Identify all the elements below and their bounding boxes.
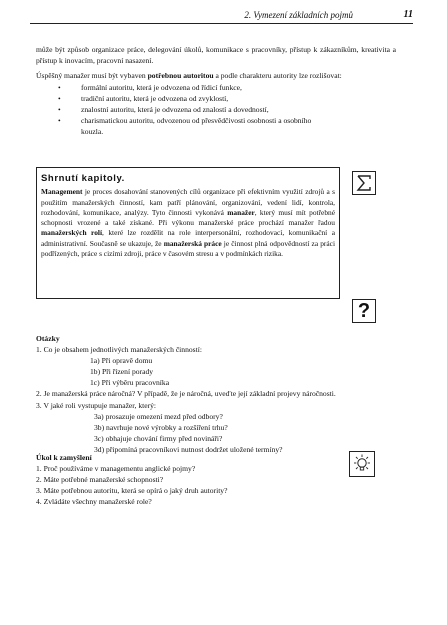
summary-s6: , které lze rozdělit na role interpersonální, rozhodovací, komunikační a administrativní. Současně se ukazuje, že bbox=[41, 228, 335, 248]
summary-s5: manažerských rolí bbox=[41, 228, 102, 238]
question-1c: 1c) Při výběru pracovníka bbox=[90, 378, 170, 388]
authority-paragraph bbox=[36, 70, 396, 81]
questions-title: Otázky bbox=[36, 334, 60, 343]
list-item: 4. Zvládáte všechny manažerské role? bbox=[36, 497, 152, 507]
authority-section bbox=[36, 70, 396, 138]
question-3: 3. V jaké roli vystupuje manažer, který: bbox=[36, 400, 157, 410]
intro-text: může být způsob organizace práce, delegování úkolů, komunikace s pracovníky, přístup k zákazníkům, kreativita a přístup k inovacím, pracovní nasazení. bbox=[36, 45, 396, 66]
questions-section bbox=[36, 333, 336, 455]
list-item: • tradiční autoritu, která je odvozena od zvyklostí, bbox=[36, 93, 396, 104]
sigma-icon bbox=[352, 171, 376, 195]
summary-title: Shrnutí kapitoly. bbox=[41, 173, 125, 184]
question-mark-icon: ? bbox=[352, 299, 376, 323]
list-item: • znalostní autoritu, která je odvozena od znalostí a dovedností, bbox=[36, 104, 396, 115]
summary-s3: manažer bbox=[227, 207, 255, 217]
authority-list bbox=[36, 82, 396, 137]
list-item: • charismatickou autoritu, odvozenou od přesvědčivosti osobnosti a osobního kouzla. bbox=[36, 115, 396, 137]
question-3b: 3b) navrhuje nové výrobky a rozšíření trhu? bbox=[94, 422, 228, 432]
question-2: 2. Je manažerská práce náročná? V případě, že je náročná, uveďte její základní projevy náročnosti. bbox=[36, 389, 336, 399]
page-number: 11 bbox=[403, 9, 413, 20]
chapter-summary-box bbox=[36, 167, 340, 299]
page-header bbox=[30, 9, 413, 24]
summary-s7: manažerská práce bbox=[163, 238, 222, 248]
chapter-title: 2. Vymezení základních pojmů bbox=[244, 10, 353, 20]
question-1a: 1a) Při opravě domu bbox=[90, 356, 153, 366]
question-1b: 1b) Při řízení porady bbox=[90, 367, 154, 377]
question-3d: 3d) připomíná pracovníkovi nutnost dodržet uložené termíny? bbox=[94, 444, 283, 454]
list-item: 3. Máte potřebnou autoritu, která se opírá o jaký druh autority? bbox=[36, 486, 228, 496]
list-item: • formální autoritu, která je odvozena od řídicí funkce, bbox=[36, 82, 396, 93]
question-1: 1. Co je obsahem jednotlivých manažerských činností: bbox=[36, 345, 202, 355]
summary-s1: Management bbox=[41, 187, 83, 197]
reflection-title: Úkol k zamyšlení bbox=[36, 453, 92, 462]
summary-s4: , který musí mít potřebné schopnosti vrozené a také získané. Při výkonu manažerské práce prochází manažer řadou bbox=[41, 207, 335, 228]
summary-s2: je proces dosahování stanovených cílů organizace při efektivním využití zdrojů a s použitím manažerských činností, kam patří plánování, organizování, vedení lidí, kontrola, rozhodování, komunikace, analýzy. Tyto činnosti vykonává bbox=[41, 187, 335, 217]
authority-pre: Úspěšný manažer musí být vybaven bbox=[36, 71, 148, 80]
summary-text bbox=[41, 187, 335, 259]
authority-post: a podle charakteru autority lze rozlišovat: bbox=[213, 71, 342, 80]
authority-bold: potřebnou autoritou bbox=[147, 71, 214, 80]
question-3a: 3a) prosazuje omezení mezd před odbory? bbox=[94, 411, 223, 421]
intro-paragraph bbox=[36, 44, 396, 66]
summary-s8: je činnost plná odpovědností za práci podřízených, práce s cizími zdroji, práce v časovém stresu a v podmínkách rizika. bbox=[41, 238, 336, 259]
question-3c: 3c) obhajuje chování firmy před novináři? bbox=[94, 433, 223, 443]
list-item: 1. Proč používáme v managementu anglické pojmy? bbox=[36, 464, 196, 474]
reflection-section bbox=[36, 452, 336, 507]
list-item: 2. Máte potřebné manažerské schopnosti? bbox=[36, 475, 164, 485]
light-bulb-icon bbox=[349, 451, 375, 477]
